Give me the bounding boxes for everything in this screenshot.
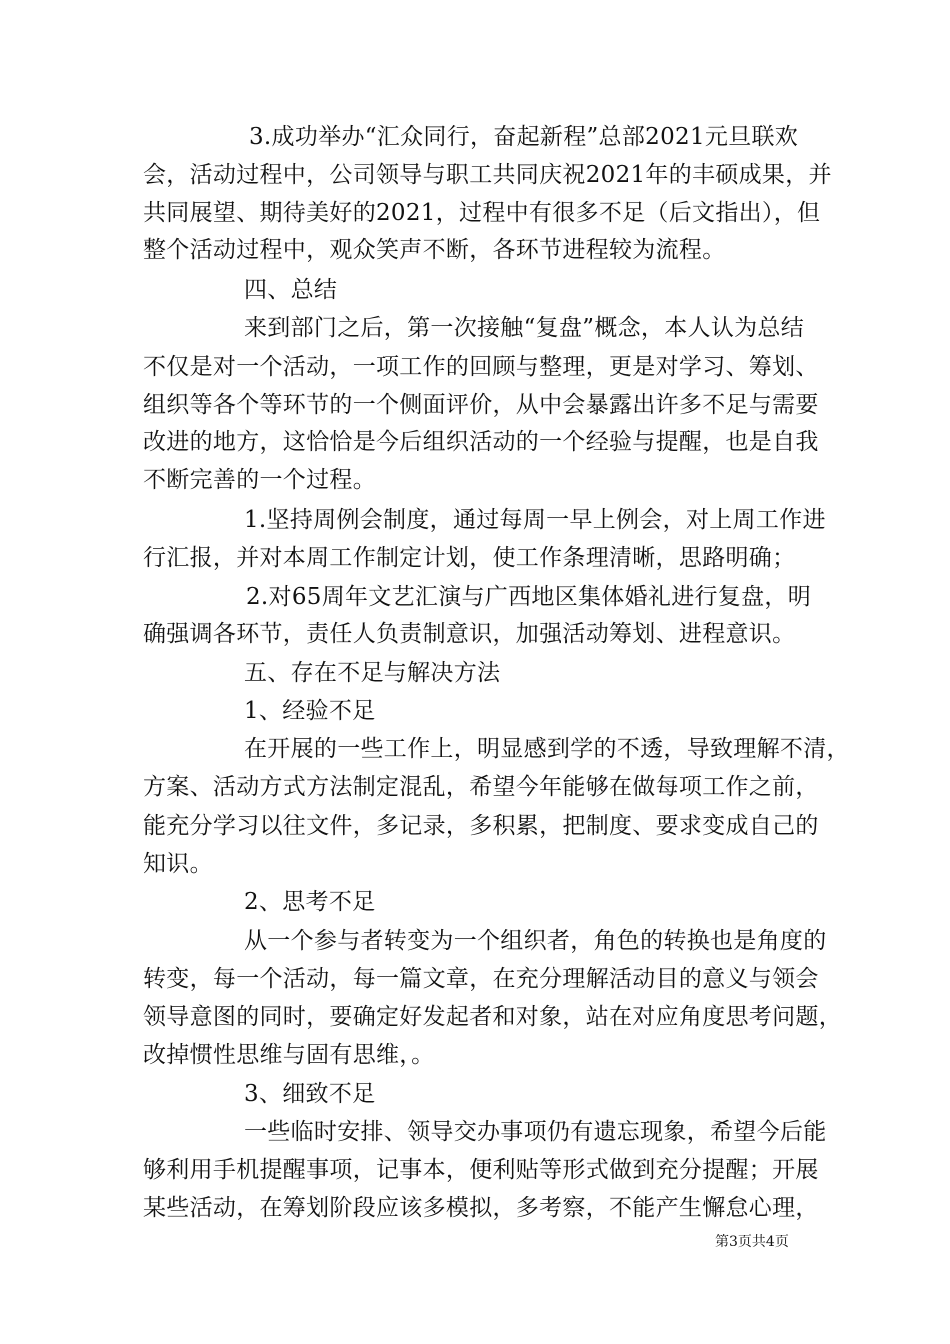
text-line: 组织等各个等环节的一个侧面评价，从中会暴露出许多不足与需要	[143, 392, 819, 418]
text-line: 改进的地方，这恰恰是今后组织活动的一个经验与提醒，也是自我	[143, 429, 819, 455]
text-line: 行汇报，并对本周工作制定计划，使工作条理清晰，思路明确；	[143, 545, 796, 571]
subsection-heading: 1、经验不足	[244, 698, 376, 724]
text-line: 来到部门之后，第一次接触“复盘”概念，本人认为总结	[244, 315, 805, 341]
text-line: 2.对65周年文艺汇演与广西地区集体婚礼进行复盘，明	[246, 584, 812, 610]
text-line: 从一个参与者转变为一个组织者，角色的转换也是角度的	[244, 928, 827, 954]
text-line: 知识。	[143, 851, 213, 877]
text-line: 改掉惯性思维与固有思维，。	[143, 1042, 435, 1068]
text-line: 确强调各环节，责任人负责制意识，加强活动筹划、进程意识。	[143, 621, 796, 647]
text-line: 转变，每一个活动，每一篇文章，在充分理解活动目的意义与领会	[143, 966, 819, 992]
text-line: 领导意图的同时，要确定好发起者和对象，站在对应角度思考问题，	[143, 1004, 842, 1030]
text-line: 整个活动过程中，观众笑声不断，各环节进程较为流程。	[143, 237, 726, 263]
section-heading: 四、总结	[244, 277, 338, 303]
text-line: 一些临时安排、领导交办事项仍有遗忘现象，希望今后能	[244, 1119, 827, 1145]
text-line: 3.成功举办“汇众同行，奋起新程”总部2021元旦联欢	[249, 124, 799, 150]
text-line: 某些活动，在筹划阶段应该多模拟，多考察，不能产生懈怠心理，	[143, 1195, 819, 1221]
section-heading: 五、存在不足与解决方法	[244, 660, 501, 686]
text-line: 会，活动过程中，公司领导与职工共同庆祝2021年的丰硕成果，并	[143, 162, 832, 188]
page-number: 第3页共4页	[715, 1234, 789, 1250]
text-line: 能充分学习以往文件，多记录，多积累，把制度、要求变成自己的	[143, 813, 819, 839]
text-line: 1.坚持周例会制度，通过每周一早上例会，对上周工作进	[244, 507, 826, 533]
subsection-heading: 2、思考不足	[244, 889, 376, 915]
text-line: 够利用手机提醒事项，记事本，便利贴等形式做到充分提醒；开展	[143, 1157, 819, 1183]
subsection-heading: 3、细致不足	[244, 1081, 376, 1107]
text-line: 共同展望、期待美好的2021，过程中有很多不足（后文指出），但	[143, 200, 821, 226]
text-line: 方案、活动方式方法制定混乱，希望今年能够在做每项工作之前，	[143, 774, 819, 800]
text-line: 在开展的一些工作上，明显感到学的不透，导致理解不清，	[244, 736, 850, 762]
text-line: 不断完善的一个过程。	[143, 467, 376, 493]
text-line: 不仅是对一个活动，一项工作的回顾与整理，更是对学习、筹划、	[143, 354, 819, 380]
